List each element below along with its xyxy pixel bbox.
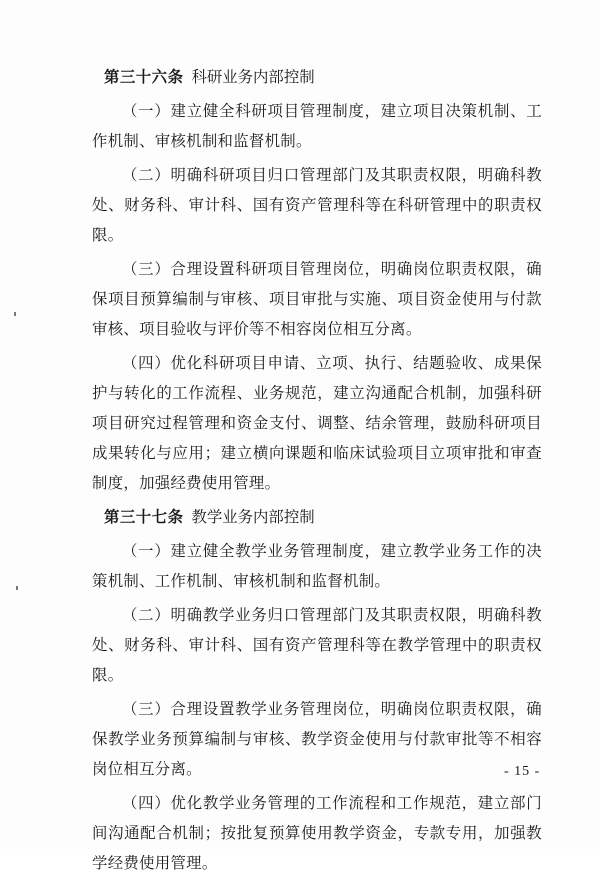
scan-speck (16, 586, 18, 590)
scan-speck (14, 312, 16, 316)
article-37-paragraph-1: （一）建立健全教学业务管理制度，建立教学业务工作的决策机制、工作机制、审核机制和监督机制。 (92, 542, 542, 590)
document-body (92, 62, 542, 878)
page-number: - 15 - (504, 764, 541, 779)
article-36-paragraph-2: （二）明确科研项目归口管理部门及其职责权限，明确科教处、财务科、审计科、国有资产管理科等在科研管理中的职责权限。 (92, 166, 542, 244)
article-36-paragraph-4: （四）优化科研项目申请、立项、执行、结题验收、成果保护与转化的工作流程、业务规范，建立沟通配合机制，加强科研项目研究过程管理和资金支付、调整、结余管理，鼓励科研项目成果转化与应用；建立横向课题和临床试验项目立项审批和审查制度，加强经费使用管理。 (92, 354, 542, 492)
article-37-title: 教学业务内部控制 (191, 508, 315, 526)
article-37-paragraph-3: （三）合理设置教学业务管理岗位，明确岗位职责权限，确保教学业务预算编制与审核、教学资金使用与付款审批等不相容岗位相互分离。 (92, 700, 542, 778)
article-36-title: 科研业务内部控制 (191, 68, 315, 86)
article-37-number: 第三十七条 (104, 508, 184, 526)
article-36-heading (92, 62, 542, 92)
article-37-heading (92, 502, 542, 532)
article-37-paragraph-4: （四）优化教学业务管理的工作流程和工作规范，建立部门间沟通配合机制；按批复预算使用教学资金，专款专用，加强教学经费使用管理。 (92, 794, 542, 872)
article-36-paragraph-1: （一）建立健全科研项目管理制度，建立项目决策机制、工作机制、审核机制和监督机制。 (92, 102, 542, 150)
article-37-paragraph-2: （二）明确教学业务归口管理部门及其职责权限，明确科教处、财务科、审计科、国有资产管理科等在教学管理中的职责权限。 (92, 606, 542, 684)
article-36-number: 第三十六条 (104, 68, 184, 86)
article-36-paragraph-3: （三）合理设置科研项目管理岗位，明确岗位职责权限，确保项目预算编制与审核、项目审批与实施、项目资金使用与付款审核、项目验收与评价等不相容岗位相互分离。 (92, 260, 542, 338)
